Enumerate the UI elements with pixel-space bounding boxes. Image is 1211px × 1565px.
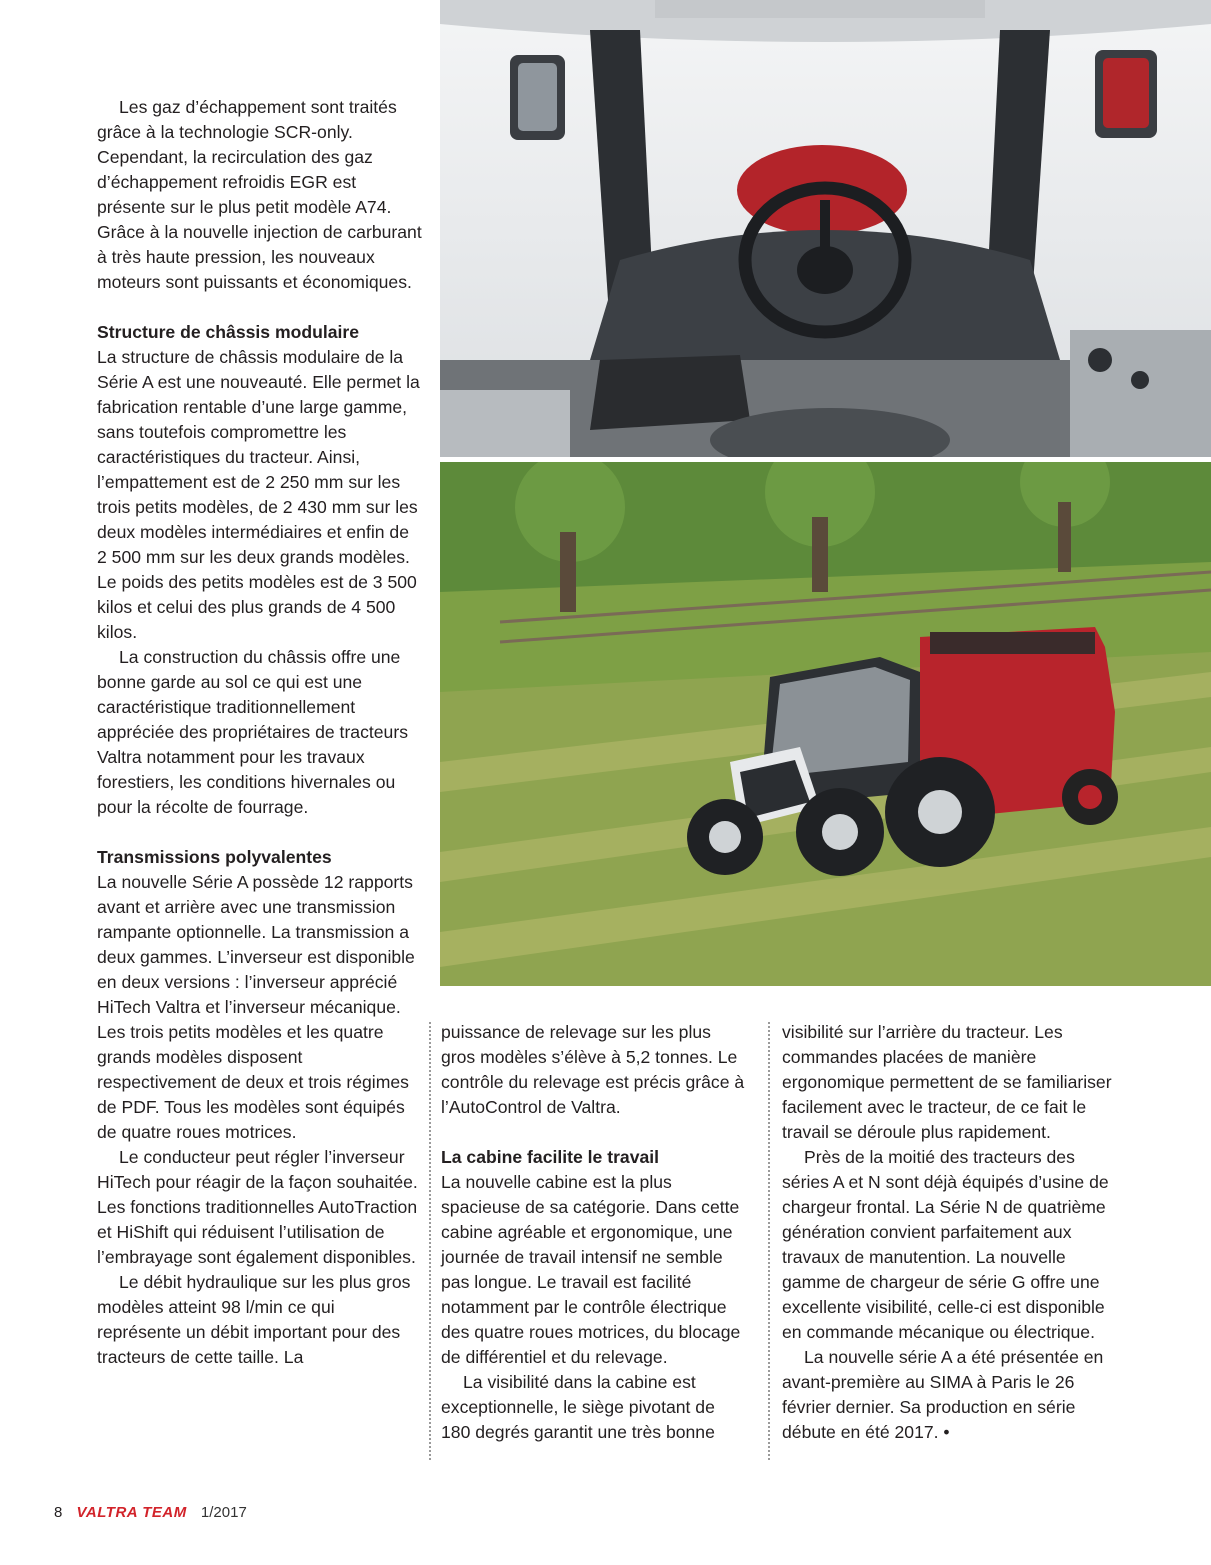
- paragraph-sima: La nouvelle série A a été présentée en avant-première au SIMA à Paris le 26 février dernier. Sa production en série débute en été 2017. •: [782, 1347, 1104, 1442]
- heading-transmissions: Transmissions polyvalentes: [97, 847, 332, 867]
- paragraph-lift-capacity: puissance de relevage sur les plus gros modèles s’élève à 5,2 tonnes. Le contrôle du relevage est précis grâce à l’AutoControl de Valtra.: [441, 1022, 745, 1117]
- column-divider-2: [768, 1022, 770, 1460]
- cab-interior-photo: [440, 0, 1211, 457]
- issue-number: 1/2017: [200, 1504, 247, 1522]
- paragraph-hitech: Le conducteur peut régler l’inverseur HiTech pour réagir de la façon souhaitée. Les fonctions traditionnelles AutoTraction et HiShift qui réduisent l’utilisation de l’embrayage sont également disponibles.: [97, 1147, 418, 1267]
- page-footer: [54, 1503, 247, 1523]
- tractor-field-photo: [440, 462, 1211, 986]
- paragraph-chassis: La structure de châssis modulaire de la Série A est une nouveauté. Elle permet la fabrication rentable d’une large gamme, sans toutefois compromettre les caractéristiques du tracteur. Ainsi, l’empattement est de 2 250 mm sur les trois petits modèles, de 2 430 mm sur les deux modèles intermédiaires et enfin de 2 500 mm sur les deux grands modèles. Le poids des petits modèles est de 3 500 kilos et celui des plus grands de 4 500 kilos.: [97, 347, 420, 642]
- paragraph-hydraulic: Le débit hydraulique sur les plus gros modèles atteint 98 l/min ce qui représente un débit important pour des tracteurs de cette taille. La: [97, 1272, 411, 1367]
- paragraph-front-loader: Près de la moitié des tracteurs des séries A et N sont déjà équipés d’usine de chargeur frontal. La Série N de quatrième génération convient parfaitement aux travaux de manutention. La nouvelle gamme de chargeur de série G offre une excellente visibilité, celle-ci est disponible en commande mécanique ou électrique.: [782, 1147, 1109, 1342]
- paragraph-cabin: La nouvelle cabine est la plus spacieuse de sa catégorie. Dans cette cabine agréable et ergonomique, une journée de travail intensif ne semble pas longue. Le travail est facilité notamment par le contrôle électrique des quatre roues motrices, du blocage de différentiel et du relevage.: [441, 1172, 741, 1367]
- paragraph-rear-visibility: visibilité sur l’arrière du tracteur. Les commandes placées de manière ergonomique permettent de se familiariser facilement avec le tracteur, de ce fait le travail se déroule plus rapidement.: [782, 1022, 1112, 1142]
- heading-cabin: La cabine facilite le travail: [441, 1147, 660, 1167]
- heading-chassis: Structure de châssis modulaire: [97, 322, 360, 342]
- text-column-3: [782, 1020, 1117, 1445]
- paragraph-transmissions: La nouvelle Série A possède 12 rapports avant et arrière avec une transmission rampante optionnelle. La transmission a deux gammes. L’inverseur est disponible en deux versions : l’inverseur apprécié HiTech Valtra et l’inverseur mécanique. Les trois petits modèles et les quatre grands modèles disposent respectivement de deux et trois régimes de PDF. Tous les modèles sont équipés de quatre roues motrices.: [97, 872, 415, 1142]
- paragraph-exhaust: Les gaz d’échappement sont traités grâce à la technologie SCR-only. Cependant, la recirculation des gaz d’échappement refroidis EGR est présente sur le plus petit modèle A74. Grâce à la nouvelle injection de carburant à très haute pression, les nouveaux moteurs sont puissants et économiques.: [97, 97, 422, 292]
- text-column-2: [441, 1020, 746, 1445]
- paragraph-visibility: La visibilité dans la cabine est exceptionnelle, le siège pivotant de 180 degrés garantit une très bonne: [441, 1372, 715, 1442]
- page-number: 8: [54, 1504, 63, 1522]
- text-column-1: [97, 95, 422, 1370]
- magazine-logo: VALTRA TEAM: [76, 1504, 187, 1522]
- paragraph-ground-clearance: La construction du châssis offre une bonne garde au sol ce qui est une caractéristique traditionnellement appréciée des propriétaires de tracteurs Valtra notamment pour les travaux forestiers, les conditions hivernales ou pour la récolte de fourrage.: [97, 647, 408, 817]
- column-divider-1: [429, 1022, 431, 1460]
